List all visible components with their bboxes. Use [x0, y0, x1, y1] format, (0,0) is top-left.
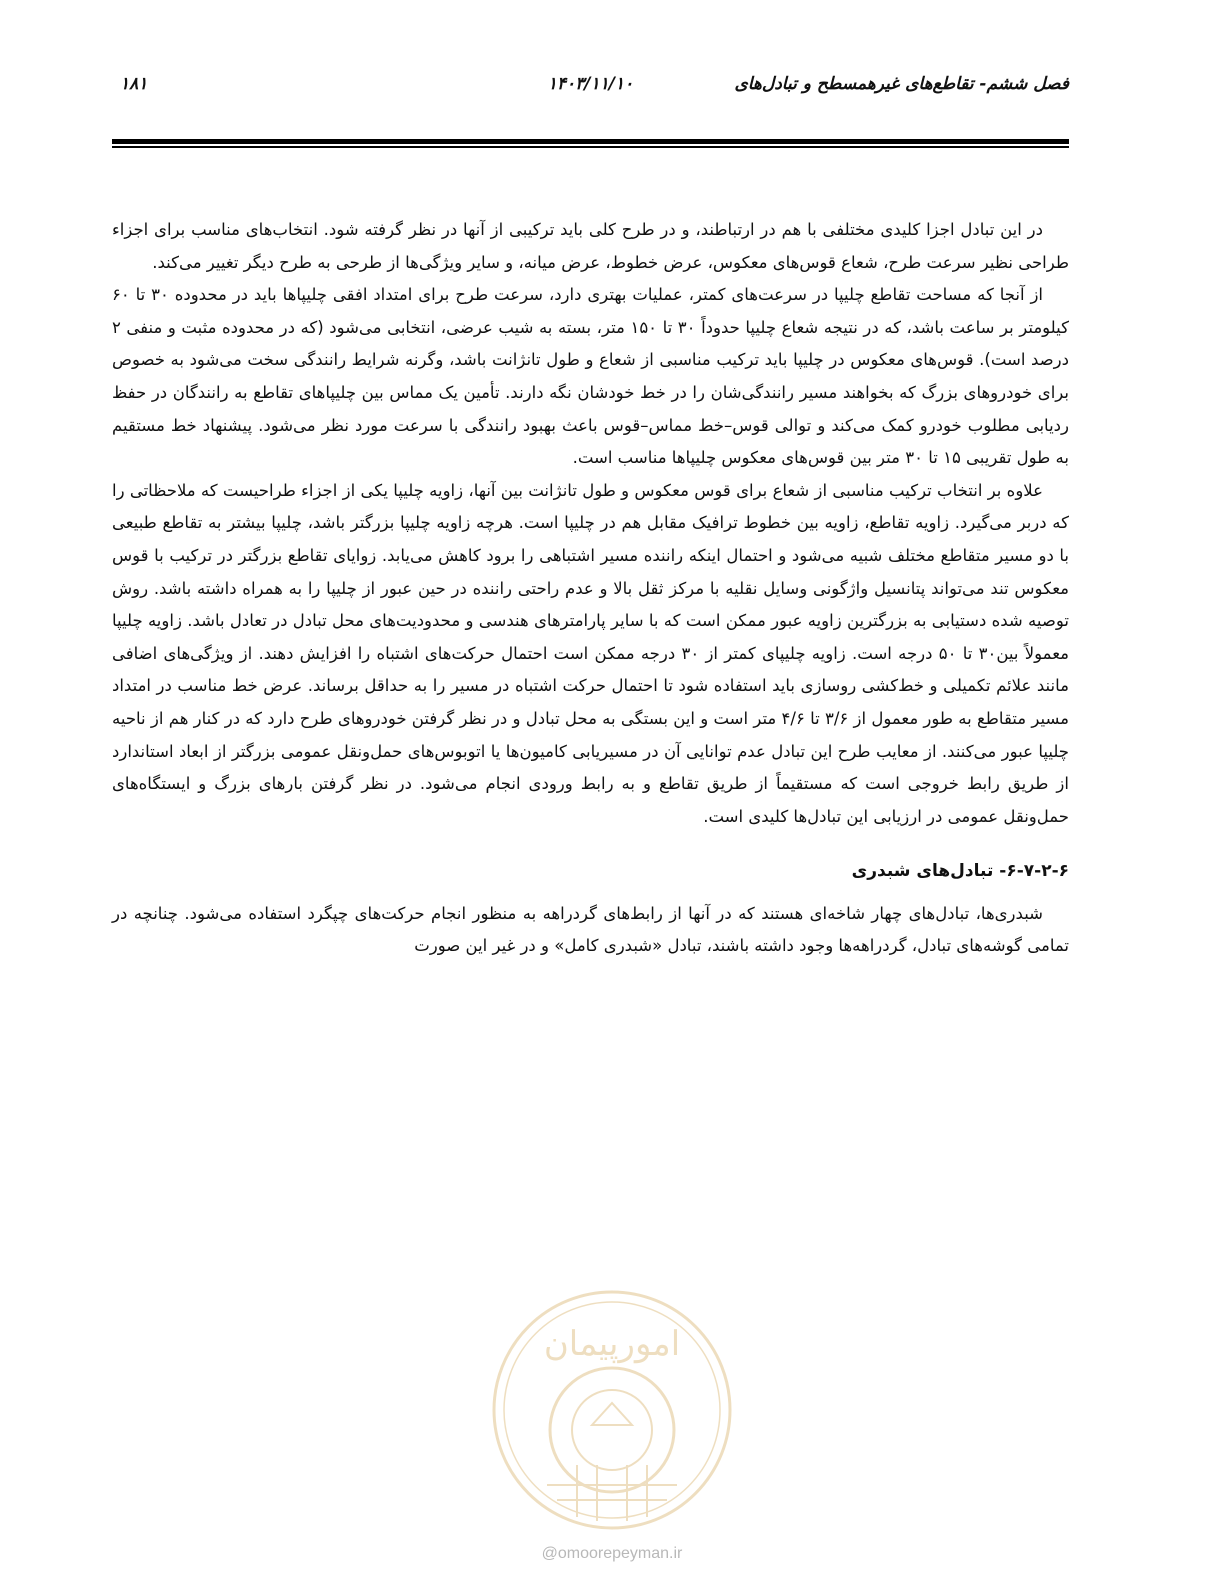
- paragraph-1: در این تبادل اجزا کلیدی مختلفی با هم در ارتباطند، و در طرح کلی باید ترکیبی از آنها در نظر گرفته شود. انتخاب‌های مناسب برای اجزاء طراحی نظیر سرعت طرح، شعاع قوس‌های معکوس، عرض خطوط، عرض میانه، و سایر ویژگی‌ها از طرحی به طرح دیگر تغییر می‌کند.: [112, 220, 1069, 272]
- section-paragraph: شبدری‌ها، تبادل‌های چهار شاخه‌ای هستند که در آنها از رابط‌های گردراهه به منظور انجام حرکت‌های چپگرد استفاده می‌شود. چنانچه در تمامی گوشه‌های تبادل، گردراهه‌ها وجود داشته باشند، تبادل «شبدری کامل» و در غیر این صورت: [112, 903, 1069, 956]
- page-header: [112, 74, 1069, 104]
- watermark-site: @omoorepeyman.ir: [541, 1545, 683, 1562]
- paragraph-2: از آنجا که مساحت تقاطع چلیپا در سرعت‌های کمتر، عملیات بهتری دارد، سرعت طرح برای امتداد افقی چلیپاها باید در محدوده ۳۰ تا ۶۰ کیلومتر بر ساعت باشد، که در نتیجه شعاع چلیپا حدوداً ۳۰ تا ۱۵۰ متر، بسته به شیب عرضی، انتخابی می‌شود (که در محدوده مثبت و منفی ۲ درصد است). قوس‌های معکوس در چلیپا باید ترکیب مناسبی از شعاع و طول تانژانت باشد، وگرنه شرایط رانندگی سخت می‌شود به خصوص برای خودروهای بزرگ که بخواهند مسیر رانندگی‌شان را در خط خودشان نگه دارند. تأمین یک مماس بین چلیپاهای تقاطع به رانندگان در حفظ ردیابی مطلوب خودرو کمک می‌کند و توالی قوس–خط مماس–قوس باعث بهبود رانندگی با سرعت مورد نظر می‌شود. پیشنهاد خط مستقیم به طول تقریبی ۱۵ تا ۳۰ متر بین قوس‌های معکوس چلیپاها مناسب است.: [112, 285, 1069, 468]
- page-number: ۱۸۱: [120, 74, 148, 94]
- header-date: ۱۴۰۳/۱۱/۱۰: [547, 74, 634, 94]
- header-rule-thin: [112, 146, 1069, 148]
- header-rule-thick: [112, 139, 1069, 144]
- main-content: [112, 214, 1069, 963]
- watermark-logo-text: امورپیمان: [543, 1324, 681, 1364]
- paragraph-3: علاوه بر انتخاب ترکیب مناسبی از شعاع برای قوس معکوس و طول تانژانت بین آنها، زاویه چلیپا یکی از اجزاء طراحیست که ملاحظاتی را که دربر می‌گیرد. زاویه تقاطع، زاویه بین خطوط ترافیک مقابل هم در چلیپا است. هرچه زاویه چلیپا بزرگتر باشد، چلیپا بیشتر به تقاطع طبیعی با دو مسیر متقاطع مختلف شبیه می‌شود و احتمال اینکه راننده مسیر اشتباهی را برود کاهش می‌یابد. زوایای تقاطع بزرگتر در ترکیب با قوس معکوس تند می‌تواند پتانسیل واژگونی وسایل نقلیه با مرکز ثقل بالا و عدم راحتی راننده در حین عبور از چلیپا را به همراه داشته باشد. روش توصیه شده دستیابی به بزرگترین زاویه عبور ممکن است که با سایر پارامترهای هندسی و محدودیت‌های محل تبادل در تعادل باشد. زاویه چلیپا معمولاً بین۳۰ تا ۵۰ درجه است. زاویه چلیپای کمتر از ۳۰ درجه ممکن است احتمال حرکت‌های اشتباه را افزایش دهند. از ویژگی‌های اضافی مانند علائم تکمیلی و خط‌کشی روسازی باید استفاده شود تا احتمال حرکت اشتباه در مسیر را به حداقل برساند. عرض خط مناسب در امتداد مسیر متقاطع به طور معمول از ۳/۶ تا ۴/۶ متر است و این بستگی به محل تبادل و در نظر گرفتن خودروهای طرح دارد که در کنار هم از ناحیه چلیپا عبور می‌کنند. از معایب طرح این تبادل عدم توانایی آن در مسیریابی کامیون‌ها یا اتوبوس‌های حمل‌ونقل عمومی بزرگتر از ابعاد استاندارد از طریق رابط خروجی است که مستقیماً از طریق تقاطع و به رابط ورودی انجام می‌شود. در نظر گرفتن بارهای بزرگ و ایستگاه‌های حمل‌ونقل عمومی در ارزیابی این تبادل‌ها کلیدی است.: [112, 480, 1070, 826]
- section-heading: ۶-۷-۲-۶- تبادل‌های شبدری: [851, 861, 1069, 882]
- chapter-title: فصل ششم- تقاطع‌های غیرهمسطح و تبادل‌های: [734, 74, 1069, 94]
- watermark-logo-icon: [487, 1285, 737, 1535]
